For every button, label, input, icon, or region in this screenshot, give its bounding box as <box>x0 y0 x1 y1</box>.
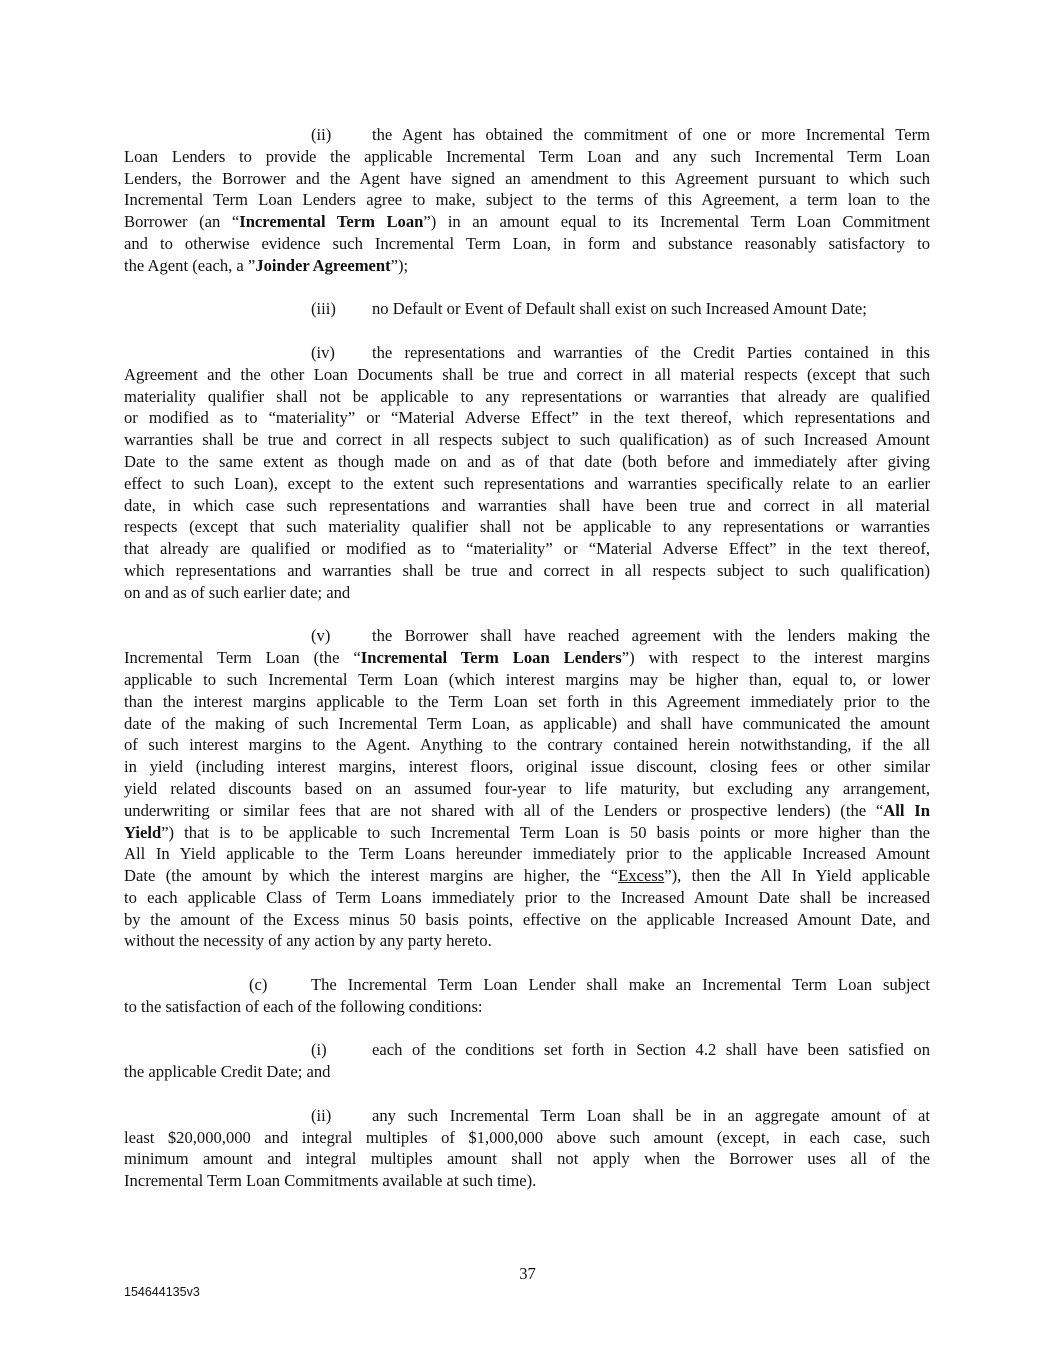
text-segment: than the interest margins applicable to the Term Loan set forth in this Agreement immediately prior to the <box>124 691 930 711</box>
text-line <box>124 386 930 408</box>
text-segment: on and as of such earlier date; and <box>124 582 351 602</box>
text-line <box>124 407 930 429</box>
text-segment: warranties shall be true and correct in all respects subject to such qualification) as of such Increased Amount <box>124 430 930 450</box>
text-segment: respects (except that such materiality qualifier shall not be applicable to any representations or warranties <box>124 517 930 537</box>
text-segment: that already are qualified or modified as to “materiality” or “Material Adverse Effect” in the text thereof, <box>124 539 930 559</box>
text-line <box>124 800 930 822</box>
clause-label: (ii) <box>311 125 332 144</box>
text-line <box>124 1105 930 1127</box>
text-line <box>124 691 930 713</box>
text-line <box>124 996 930 1018</box>
text-line <box>124 1039 930 1061</box>
defined-term: Joinder Agreement <box>255 255 391 275</box>
text-segment: Incremental Term Loan Lenders agree to make, subject to the terms of this Agreement, a term loan to the <box>124 190 930 210</box>
paragraph-iv <box>124 342 930 604</box>
text-segment: each of the conditions set forth in Section 4.2 shall have been satisfied on <box>372 1040 930 1060</box>
text-segment: date, in which case such representations and warranties shall have been true and correct in all material <box>124 495 930 515</box>
text-line <box>124 1061 930 1083</box>
paragraph-i <box>124 1039 930 1083</box>
text-line <box>124 625 930 647</box>
text-line <box>124 909 930 931</box>
clause-label: (ii) <box>311 1105 332 1125</box>
text-line <box>124 233 930 255</box>
clause-label: (iv) <box>311 342 335 362</box>
text-line <box>124 1127 930 1149</box>
text-segment: underwriting or similar fees that are not shared with all of the Lenders or prospective lenders) (the “ <box>124 800 884 820</box>
text-segment: Incremental Term Loan Commitments available at such time). <box>124 1171 537 1191</box>
underlined-term: Excess <box>618 866 665 886</box>
text-segment: applicable to such Incremental Term Loan (which interest margins may be higher than, equal to, or lower <box>124 669 930 689</box>
text-segment: no Default or Event of Default shall exist on such Increased Amount Date; <box>372 299 867 319</box>
page-number: 37 <box>519 1264 536 1283</box>
text-line <box>124 538 930 560</box>
text-line <box>124 342 930 364</box>
text-segment: to each applicable Class of Term Loans immediately prior to the Increased Amount Date shall be increased <box>124 887 930 907</box>
text-segment: by the amount of the Excess minus 50 basis points, effective on the applicable Increased Amount Date, and <box>124 909 930 929</box>
text-line <box>124 930 930 952</box>
text-line <box>124 189 930 211</box>
text-line <box>124 887 930 909</box>
text-segment: All In Yield applicable to the Term Loans hereunder immediately prior to the applicable Increased Amount <box>124 844 930 864</box>
text-line <box>124 429 930 451</box>
text-segment: or modified as to “materiality” or “Material Adverse Effect” in the text thereof, which representations and <box>124 408 930 428</box>
paragraph-ii <box>124 1105 930 1192</box>
text-line <box>124 1170 930 1192</box>
paragraph-ii <box>124 124 930 277</box>
clause-label: (c) <box>249 975 268 995</box>
text-line <box>124 1148 930 1170</box>
clause-label: (iii) <box>311 299 336 319</box>
text-line <box>124 974 930 996</box>
text-segment: the Agent has obtained the commitment of one or more Incremental Term <box>372 125 930 144</box>
paragraph-iii <box>124 298 930 320</box>
text-line <box>124 822 930 844</box>
defined-term: All In <box>883 800 930 820</box>
text-segment: the Agent (each, a ” <box>124 255 256 275</box>
text-line <box>124 451 930 473</box>
document-id: 154644135v3 <box>124 1285 200 1299</box>
text-segment: The Incremental Term Loan Lender shall make an Incremental Term Loan subject <box>311 975 930 995</box>
text-segment: Date to the same extent as though made on and as of that date (both before and immediately after giving <box>124 451 930 471</box>
text-line <box>124 495 930 517</box>
text-line <box>124 211 930 233</box>
text-segment: in yield (including interest margins, interest floors, original issue discount, closing fees or other similar <box>124 757 930 777</box>
text-line <box>124 168 930 190</box>
document-page <box>124 124 930 1214</box>
text-segment: Loan Lenders to provide the applicable Incremental Term Loan and any such Incremental Term Loan <box>124 146 930 166</box>
text-segment: date of the making of such Incremental Term Loan, as applicable) and shall have communicated the amount <box>124 713 930 733</box>
text-line <box>124 843 930 865</box>
text-segment: least $20,000,000 and integral multiples of $1,000,000 above such amount (except, in each case, such <box>124 1127 930 1147</box>
text-segment: the representations and warranties of the Credit Parties contained in this <box>372 342 930 362</box>
text-segment: ”) with respect to the interest margins <box>621 648 931 668</box>
text-line <box>124 756 930 778</box>
text-line <box>124 298 930 320</box>
text-segment: without the necessity of any action by any party hereto. <box>124 931 492 951</box>
text-segment: which representations and warranties shall be true and correct in all respects subject to such qualification) <box>124 560 930 580</box>
text-segment: the applicable Credit Date; and <box>124 1062 331 1082</box>
text-segment: of such interest margins to the Agent. Anything to the contrary contained herein notwithstanding, if the all <box>124 735 930 755</box>
text-segment: to the satisfaction of each of the following conditions: <box>124 996 483 1016</box>
defined-term: Incremental Term Loan Lenders <box>360 648 622 668</box>
text-line <box>124 255 930 277</box>
text-segment: the Borrower shall have reached agreement with the lenders making the <box>372 626 930 646</box>
text-line <box>124 516 930 538</box>
text-segment: and to otherwise evidence such Incremental Term Loan, in form and substance reasonably satisfactory to <box>124 233 930 253</box>
text-line <box>124 146 930 168</box>
text-line <box>124 778 930 800</box>
text-segment: any such Incremental Term Loan shall be in an aggregate amount of at <box>372 1105 930 1125</box>
text-segment: materiality qualifier shall not be applicable to any representations or warranties that already are qualified <box>124 386 930 406</box>
text-line <box>124 560 930 582</box>
text-segment: Borrower (an “ <box>124 212 240 232</box>
text-segment: Incremental Term Loan (the “ <box>124 648 361 668</box>
text-line <box>124 734 930 756</box>
text-segment: ”), then the All In Yield applicable <box>664 866 930 886</box>
text-segment: minimum amount and integral multiples amount shall not apply when the Borrower uses all of the <box>124 1149 930 1169</box>
paragraph-c <box>124 974 930 1018</box>
text-segment: effect to such Loan), except to the extent such representations and warranties specifically relate to an earlier <box>124 473 930 493</box>
text-line <box>124 473 930 495</box>
text-line <box>124 713 930 735</box>
clause-label: (i) <box>311 1040 327 1060</box>
text-line <box>124 669 930 691</box>
text-segment: ”); <box>390 255 409 275</box>
text-segment: ”) that is to be applicable to such Incremental Term Loan is 50 basis points or more higher than the <box>161 822 930 842</box>
text-line <box>124 124 930 146</box>
defined-term: Incremental Term Loan <box>239 212 424 232</box>
text-segment: Lenders, the Borrower and the Agent have signed an amendment to this Agreement pursuant to which such <box>124 168 930 188</box>
defined-term: Yield <box>124 822 162 842</box>
text-line <box>124 364 930 386</box>
text-line <box>124 865 930 887</box>
paragraph-v <box>124 625 930 952</box>
text-segment: Agreement and the other Loan Documents shall be true and correct in all material respects (except that such <box>124 364 930 384</box>
text-segment: ”) in an amount equal to its Incremental Term Loan Commitment <box>423 212 930 232</box>
text-line <box>124 647 930 669</box>
clause-label: (v) <box>311 626 331 646</box>
text-segment: yield related discounts based on an assumed four-year to life maturity, but excluding any arrangement, <box>124 778 930 798</box>
text-line <box>124 582 930 604</box>
text-segment: Date (the amount by which the interest margins are higher, the “ <box>124 866 619 886</box>
